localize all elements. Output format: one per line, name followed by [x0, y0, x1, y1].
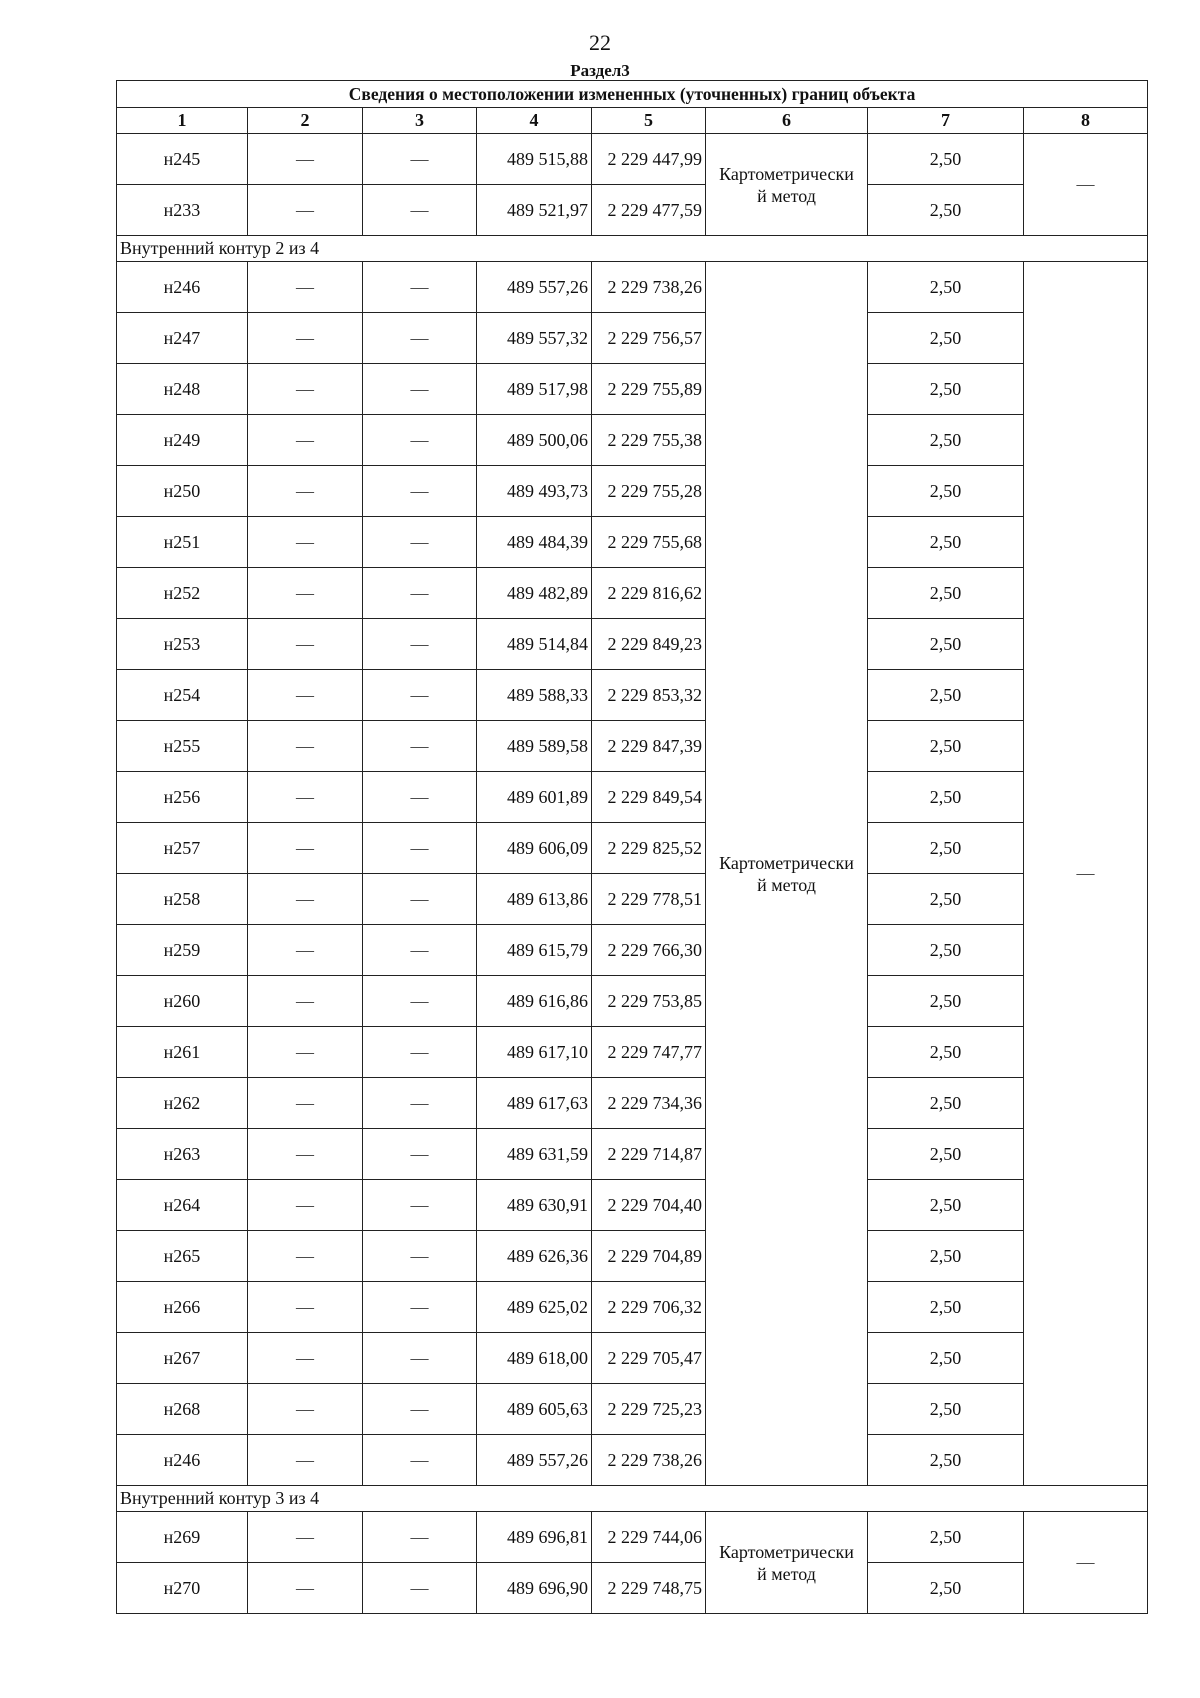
table-row [117, 670, 1148, 721]
point-name-cell: н266 [117, 1282, 248, 1333]
method-cell [706, 262, 868, 1486]
table-row [117, 772, 1148, 823]
col8-dash-cell: — [1024, 262, 1148, 1486]
accuracy-cell: 2,50 [868, 313, 1024, 364]
col2-dash-cell: — [248, 185, 363, 236]
col3-dash-cell: — [363, 517, 477, 568]
y-coordinate-cell: 2 229 778,51 [592, 874, 706, 925]
col3-dash-cell: — [363, 874, 477, 925]
table-row [117, 313, 1148, 364]
col2-dash-cell: — [248, 874, 363, 925]
method-line-2: й метод [757, 1563, 816, 1584]
method-cell [706, 1512, 868, 1614]
point-name-cell: н270 [117, 1563, 248, 1614]
col2-dash-cell: — [248, 925, 363, 976]
col2-dash-cell: — [248, 1384, 363, 1435]
y-coordinate-cell: 2 229 847,39 [592, 721, 706, 772]
table-row [117, 134, 1148, 185]
x-coordinate-cell: 489 517,98 [477, 364, 592, 415]
table-row [117, 1231, 1148, 1282]
col3-dash-cell: — [363, 925, 477, 976]
x-coordinate-cell: 489 515,88 [477, 134, 592, 185]
point-name-cell: н264 [117, 1180, 248, 1231]
x-coordinate-cell: 489 482,89 [477, 568, 592, 619]
y-coordinate-cell: 2 229 766,30 [592, 925, 706, 976]
x-coordinate-cell: 489 613,86 [477, 874, 592, 925]
y-coordinate-cell: 2 229 744,06 [592, 1512, 706, 1563]
y-coordinate-cell: 2 229 706,32 [592, 1282, 706, 1333]
col2-dash-cell: — [248, 772, 363, 823]
point-name-cell: н257 [117, 823, 248, 874]
table-row [117, 517, 1148, 568]
col2-dash-cell: — [248, 1078, 363, 1129]
x-coordinate-cell: 489 493,73 [477, 466, 592, 517]
y-coordinate-cell: 2 229 738,26 [592, 262, 706, 313]
col2-dash-cell: — [248, 313, 363, 364]
y-coordinate-cell: 2 229 714,87 [592, 1129, 706, 1180]
point-name-cell: н255 [117, 721, 248, 772]
accuracy-cell: 2,50 [868, 721, 1024, 772]
table-caption: Сведения о местоположении измененных (уточненных) границ объекта [117, 81, 1148, 108]
table-row [117, 925, 1148, 976]
y-coordinate-cell: 2 229 738,26 [592, 1435, 706, 1486]
accuracy-cell: 2,50 [868, 364, 1024, 415]
table-row [117, 1027, 1148, 1078]
method-cell [706, 134, 868, 236]
table-body [117, 134, 1148, 1614]
accuracy-cell: 2,50 [868, 517, 1024, 568]
x-coordinate-cell: 489 557,32 [477, 313, 592, 364]
accuracy-cell: 2,50 [868, 670, 1024, 721]
accuracy-cell: 2,50 [868, 1282, 1024, 1333]
col3-dash-cell: — [363, 134, 477, 185]
col3-dash-cell: — [363, 976, 477, 1027]
point-name-cell: н260 [117, 976, 248, 1027]
point-name-cell: н256 [117, 772, 248, 823]
column-number-8: 8 [1024, 108, 1148, 134]
col2-dash-cell: — [248, 568, 363, 619]
column-number-1: 1 [117, 108, 248, 134]
point-name-cell: н265 [117, 1231, 248, 1282]
table-row [117, 1563, 1148, 1614]
point-name-cell: н245 [117, 134, 248, 185]
col3-dash-cell: — [363, 364, 477, 415]
col3-dash-cell: — [363, 262, 477, 313]
contour-label: Внутренний контур 3 из 4 [117, 1486, 1148, 1512]
col3-dash-cell: — [363, 1129, 477, 1180]
point-name-cell: н233 [117, 185, 248, 236]
table-row [117, 874, 1148, 925]
y-coordinate-cell: 2 229 816,62 [592, 568, 706, 619]
column-number-5: 5 [592, 108, 706, 134]
x-coordinate-cell: 489 557,26 [477, 1435, 592, 1486]
column-number-2: 2 [248, 108, 363, 134]
col3-dash-cell: — [363, 1231, 477, 1282]
y-coordinate-cell: 2 229 825,52 [592, 823, 706, 874]
accuracy-cell: 2,50 [868, 976, 1024, 1027]
point-name-cell: н247 [117, 313, 248, 364]
table-row [117, 1512, 1148, 1563]
accuracy-cell: 2,50 [868, 1129, 1024, 1180]
section-label: Раздел3 [570, 61, 630, 80]
point-name-cell: н262 [117, 1078, 248, 1129]
point-name-cell: н268 [117, 1384, 248, 1435]
table-row [117, 364, 1148, 415]
x-coordinate-cell: 489 625,02 [477, 1282, 592, 1333]
accuracy-cell: 2,50 [868, 925, 1024, 976]
accuracy-cell: 2,50 [868, 262, 1024, 313]
col3-dash-cell: — [363, 619, 477, 670]
page-number: 22 [589, 30, 611, 55]
col3-dash-cell: — [363, 1027, 477, 1078]
table-row [117, 185, 1148, 236]
col2-dash-cell: — [248, 517, 363, 568]
col2-dash-cell: — [248, 619, 363, 670]
x-coordinate-cell: 489 630,91 [477, 1180, 592, 1231]
x-coordinate-cell: 489 514,84 [477, 619, 592, 670]
y-coordinate-cell: 2 229 755,89 [592, 364, 706, 415]
y-coordinate-cell: 2 229 447,99 [592, 134, 706, 185]
x-coordinate-cell: 489 601,89 [477, 772, 592, 823]
y-coordinate-cell: 2 229 705,47 [592, 1333, 706, 1384]
accuracy-cell: 2,50 [868, 1512, 1024, 1563]
col3-dash-cell: — [363, 185, 477, 236]
col3-dash-cell: — [363, 1384, 477, 1435]
contour-header-row [117, 1486, 1148, 1512]
table-row [117, 1333, 1148, 1384]
column-number-row [117, 108, 1148, 134]
col2-dash-cell: — [248, 134, 363, 185]
x-coordinate-cell: 489 589,58 [477, 721, 592, 772]
accuracy-cell: 2,50 [868, 1078, 1024, 1129]
point-name-cell: н259 [117, 925, 248, 976]
col8-dash-cell: — [1024, 1512, 1148, 1614]
table-row [117, 721, 1148, 772]
x-coordinate-cell: 489 617,10 [477, 1027, 592, 1078]
col2-dash-cell: — [248, 364, 363, 415]
y-coordinate-cell: 2 229 849,23 [592, 619, 706, 670]
point-name-cell: н246 [117, 1435, 248, 1486]
col3-dash-cell: — [363, 466, 477, 517]
point-name-cell: н258 [117, 874, 248, 925]
table-row [117, 415, 1148, 466]
accuracy-cell: 2,50 [868, 619, 1024, 670]
y-coordinate-cell: 2 229 734,36 [592, 1078, 706, 1129]
y-coordinate-cell: 2 229 704,89 [592, 1231, 706, 1282]
table-row [117, 619, 1148, 670]
accuracy-cell: 2,50 [868, 1384, 1024, 1435]
accuracy-cell: 2,50 [868, 1027, 1024, 1078]
y-coordinate-cell: 2 229 477,59 [592, 185, 706, 236]
col3-dash-cell: — [363, 415, 477, 466]
col2-dash-cell: — [248, 1512, 363, 1563]
col3-dash-cell: — [363, 1435, 477, 1486]
y-coordinate-cell: 2 229 753,85 [592, 976, 706, 1027]
table-row [117, 1078, 1148, 1129]
x-coordinate-cell: 489 500,06 [477, 415, 592, 466]
y-coordinate-cell: 2 229 755,38 [592, 415, 706, 466]
col2-dash-cell: — [248, 1180, 363, 1231]
accuracy-cell: 2,50 [868, 1333, 1024, 1384]
col3-dash-cell: — [363, 670, 477, 721]
table-row [117, 568, 1148, 619]
col2-dash-cell: — [248, 823, 363, 874]
x-coordinate-cell: 489 616,86 [477, 976, 592, 1027]
col3-dash-cell: — [363, 1563, 477, 1614]
table-row [117, 1129, 1148, 1180]
col8-dash-cell: — [1024, 134, 1148, 236]
point-name-cell: н267 [117, 1333, 248, 1384]
accuracy-cell: 2,50 [868, 772, 1024, 823]
x-coordinate-cell: 489 521,97 [477, 185, 592, 236]
contour-label: Внутренний контур 2 из 4 [117, 236, 1148, 262]
point-name-cell: н248 [117, 364, 248, 415]
col2-dash-cell: — [248, 1435, 363, 1486]
accuracy-cell: 2,50 [868, 134, 1024, 185]
table-row [117, 1282, 1148, 1333]
x-coordinate-cell: 489 696,90 [477, 1563, 592, 1614]
table-row [117, 262, 1148, 313]
contour-header-row [117, 236, 1148, 262]
x-coordinate-cell: 489 557,26 [477, 262, 592, 313]
col2-dash-cell: — [248, 1563, 363, 1614]
point-name-cell: н254 [117, 670, 248, 721]
accuracy-cell: 2,50 [868, 874, 1024, 925]
col2-dash-cell: — [248, 1333, 363, 1384]
point-name-cell: н269 [117, 1512, 248, 1563]
table-row [117, 466, 1148, 517]
point-name-cell: н246 [117, 262, 248, 313]
col2-dash-cell: — [248, 415, 363, 466]
x-coordinate-cell: 489 631,59 [477, 1129, 592, 1180]
col2-dash-cell: — [248, 1027, 363, 1078]
column-number-7: 7 [868, 108, 1024, 134]
method-line-1: Картометрически [719, 1541, 854, 1562]
y-coordinate-cell: 2 229 725,23 [592, 1384, 706, 1435]
x-coordinate-cell: 489 605,63 [477, 1384, 592, 1435]
column-number-3: 3 [363, 108, 477, 134]
y-coordinate-cell: 2 229 849,54 [592, 772, 706, 823]
col2-dash-cell: — [248, 976, 363, 1027]
x-coordinate-cell: 489 588,33 [477, 670, 592, 721]
accuracy-cell: 2,50 [868, 1180, 1024, 1231]
col2-dash-cell: — [248, 1282, 363, 1333]
accuracy-cell: 2,50 [868, 823, 1024, 874]
x-coordinate-cell: 489 626,36 [477, 1231, 592, 1282]
table-row [117, 1384, 1148, 1435]
col2-dash-cell: — [248, 1231, 363, 1282]
col3-dash-cell: — [363, 823, 477, 874]
point-name-cell: н250 [117, 466, 248, 517]
accuracy-cell: 2,50 [868, 466, 1024, 517]
point-name-cell: н253 [117, 619, 248, 670]
method-line-2: й метод [757, 874, 816, 895]
y-coordinate-cell: 2 229 748,75 [592, 1563, 706, 1614]
y-coordinate-cell: 2 229 853,32 [592, 670, 706, 721]
y-coordinate-cell: 2 229 704,40 [592, 1180, 706, 1231]
col2-dash-cell: — [248, 466, 363, 517]
column-number-4: 4 [477, 108, 592, 134]
x-coordinate-cell: 489 484,39 [477, 517, 592, 568]
accuracy-cell: 2,50 [868, 1231, 1024, 1282]
accuracy-cell: 2,50 [868, 415, 1024, 466]
column-number-6: 6 [706, 108, 868, 134]
y-coordinate-cell: 2 229 755,68 [592, 517, 706, 568]
point-name-cell: н252 [117, 568, 248, 619]
col3-dash-cell: — [363, 568, 477, 619]
accuracy-cell: 2,50 [868, 568, 1024, 619]
method-line-1: Картометрически [719, 163, 854, 184]
col3-dash-cell: — [363, 1180, 477, 1231]
accuracy-cell: 2,50 [868, 1435, 1024, 1486]
col2-dash-cell: — [248, 1129, 363, 1180]
col3-dash-cell: — [363, 772, 477, 823]
coordinates-table [116, 80, 1148, 1614]
method-line-1: Картометрически [719, 852, 854, 873]
col3-dash-cell: — [363, 1333, 477, 1384]
col3-dash-cell: — [363, 1078, 477, 1129]
x-coordinate-cell: 489 618,00 [477, 1333, 592, 1384]
col2-dash-cell: — [248, 721, 363, 772]
col2-dash-cell: — [248, 262, 363, 313]
col2-dash-cell: — [248, 670, 363, 721]
table-row [117, 976, 1148, 1027]
point-name-cell: н251 [117, 517, 248, 568]
col3-dash-cell: — [363, 313, 477, 364]
point-name-cell: н261 [117, 1027, 248, 1078]
y-coordinate-cell: 2 229 747,77 [592, 1027, 706, 1078]
col3-dash-cell: — [363, 1282, 477, 1333]
method-line-2: й метод [757, 185, 816, 206]
accuracy-cell: 2,50 [868, 1563, 1024, 1614]
table-row [117, 823, 1148, 874]
y-coordinate-cell: 2 229 756,57 [592, 313, 706, 364]
point-name-cell: н263 [117, 1129, 248, 1180]
x-coordinate-cell: 489 696,81 [477, 1512, 592, 1563]
point-name-cell: н249 [117, 415, 248, 466]
x-coordinate-cell: 489 615,79 [477, 925, 592, 976]
y-coordinate-cell: 2 229 755,28 [592, 466, 706, 517]
x-coordinate-cell: 489 617,63 [477, 1078, 592, 1129]
col3-dash-cell: — [363, 721, 477, 772]
table-row [117, 1435, 1148, 1486]
table-row [117, 1180, 1148, 1231]
col3-dash-cell: — [363, 1512, 477, 1563]
x-coordinate-cell: 489 606,09 [477, 823, 592, 874]
accuracy-cell: 2,50 [868, 185, 1024, 236]
